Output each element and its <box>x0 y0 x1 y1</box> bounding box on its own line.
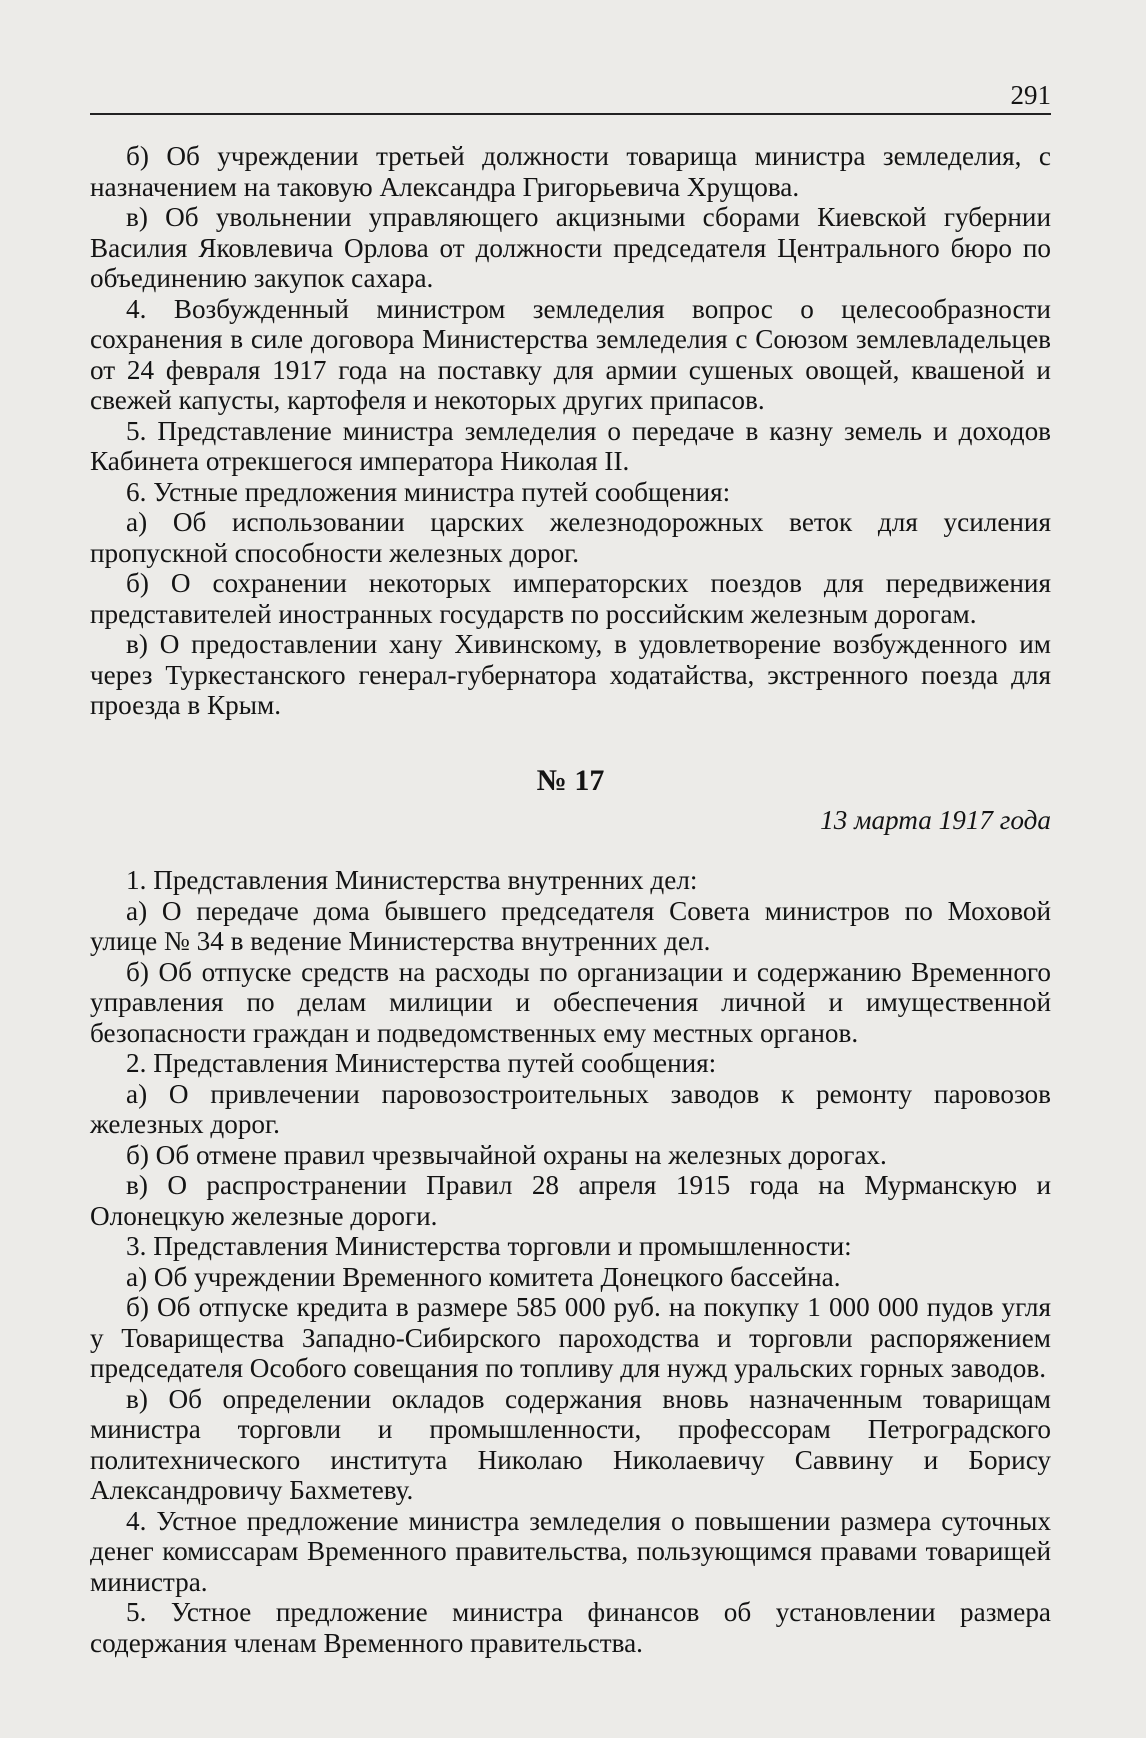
page-body <box>90 141 1051 1658</box>
paragraph: б) Об отпуске средств на расходы по организации и содержанию Временного управления по делам милиции и обеспечения личной и имущественной безопасности граждан и подведомственных ему местных органов. <box>90 956 1051 1048</box>
document-date: 13 марта 1917 года <box>820 804 1051 835</box>
paragraph: 6. Устные предложения министра путей сообщения: <box>126 476 731 507</box>
paragraph: 5. Устное предложение министра финансов об установлении размера содержания членам Временного правительства. <box>90 1597 1051 1658</box>
page-number: 291 <box>1010 80 1051 110</box>
paragraph: 4. Устное предложение министра земледелия о повышении размера суточных денег комиссарам Временного правительства, пользующимся правами товарищей министра. <box>90 1505 1051 1597</box>
paragraph: 3. Представления Министерства торговли и промышленности: <box>126 1231 852 1261</box>
paragraph: в) Об определении окладов содержания вновь назначенным товарищам министра торговли и промышленности, профессорам Петроградского политехнического института Николаю Николаевичу Саввину и Борису Александровичу Бахметеву. <box>90 1383 1051 1505</box>
paragraph: а) О передаче дома бывшего председателя Совета министров по Моховой улице № 34 в ведение Министерства внутренних дел. <box>90 895 1051 956</box>
paragraph: б) О сохранении некоторых императорских поездов для передвижения представителей иностранных государств по российским железным дорогам. <box>90 568 1051 629</box>
paragraph: 4. Возбужденный министром земледелия вопрос о целесообразности сохранения в силе договора Министерства земледелия с Союзом землевладельцев от 24 февраля 1917 года на поставку для армии сушеных овощей, квашеной и свежей капусты, картофеля и некоторых других припасов. <box>90 293 1051 415</box>
paragraph: а) Об учреждении Временного комитета Донецкого бассейна. <box>126 1261 841 1292</box>
paragraph: б) Об учреждении третьей должности товарища министра земледелия, с назначением на таковую Александра Григорьевича Хрущова. <box>90 141 1051 202</box>
paragraph: б) Об отмене правил чрезвычайной охраны на железных дорогах. <box>126 1139 887 1170</box>
paragraph: а) Об использовании царских железнодорожных веток для усиления пропускной способности железных дорог. <box>90 507 1051 568</box>
header-rule <box>90 113 1051 115</box>
paragraph: а) О привлечении паровозостроительных заводов к ремонту паровозов железных дорог. <box>90 1078 1051 1139</box>
paragraph: в) О распространении Правил 28 апреля 1915 года на Мурманскую и Олонецкую железные дороги. <box>90 1170 1051 1231</box>
paragraph: 2. Представления Министерства путей сообщения: <box>126 1048 717 1078</box>
paragraph: в) Об увольнении управляющего акцизными сборами Киевской губернии Василия Яковлевича Орлова от должности председателя Центрального бюро по объединению закупок сахара. <box>90 202 1051 293</box>
paragraph: 5. Представление министра земледелия о передаче в казну земель и доходов Кабинета отрекшегося императора Николая II. <box>90 415 1051 476</box>
paragraph: 1. Представления Министерства внутренних дел: <box>126 865 698 895</box>
paragraph: б) Об отпуске кредита в размере 585 000 руб. на покупку 1 000 000 пудов угля у Товарищества Западно-Сибирского пароходства и торговли распоряжением председателя Особого совещания по топливу для нужд уральских горных заводов. <box>90 1292 1051 1383</box>
document-heading: № 17 <box>536 763 605 797</box>
paragraph: в) О предоставлении хану Хивинскому, в удовлетворение возбужденного им через Туркестанского генерал-губернатора ходатайства, экстренного поезда для проезда в Крым. <box>90 629 1051 720</box>
